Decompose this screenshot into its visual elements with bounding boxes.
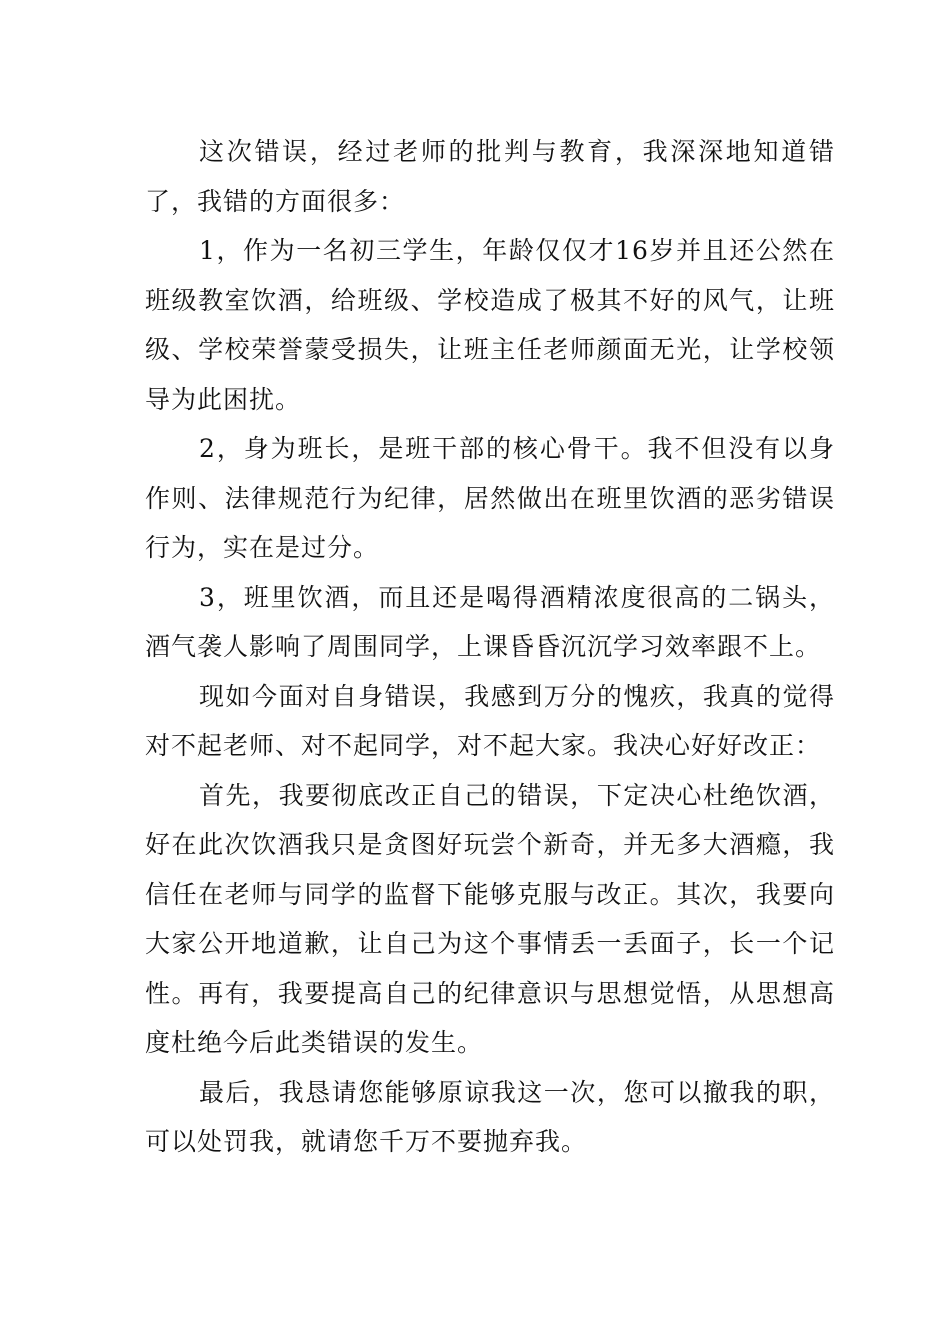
paragraph-4: 3，班里饮酒，而且还是喝得酒精浓度很高的二锅头，酒气袭人影响了周围同学，上课昏昏沉沉学习效率跟不上。: [145, 582, 835, 661]
paragraph-6: 首先，我要彻底改正自己的错误，下定决心杜绝饮酒，好在此次饮酒我只是贪图好玩尝个新奇，并无多大酒瘾，我信任在老师与同学的监督下能够克服与改正。其次，我要向大家公开地道歉，让自己为这个事情丢一丢面子，长一个记性。再有，我要提高自己的纪律意识与思想觉悟，从思想高度杜绝今后此类错误的发生。: [145, 780, 835, 1057]
paragraph-3: 2，身为班长，是班干部的核心骨干。我不但没有以身作则、法律规范行为纪律，居然做出在班里饮酒的恶劣错误行为，实在是过分。: [145, 434, 835, 562]
paragraph-7: 最后，我恳请您能够原谅我这一次，您可以撤我的职，可以处罚我，就请您千万不要抛弃我。: [145, 1077, 835, 1156]
document-body: [145, 127, 835, 1167]
paragraph-2: 1，作为一名初三学生，年龄仅仅才16岁并且还公然在班级教室饮酒，给班级、学校造成了极其不好的风气，让班级、学校荣誉蒙受损失，让班主任老师颜面无光，让学校领导为此困扰。: [145, 236, 835, 414]
paragraph-5: 现如今面对自身错误，我感到万分的愧疚，我真的觉得对不起老师、对不起同学，对不起大家。我决心好好改正：: [145, 681, 835, 760]
paragraph-1: 这次错误，经过老师的批判与教育，我深深地知道错了，我错的方面很多：: [145, 137, 835, 216]
